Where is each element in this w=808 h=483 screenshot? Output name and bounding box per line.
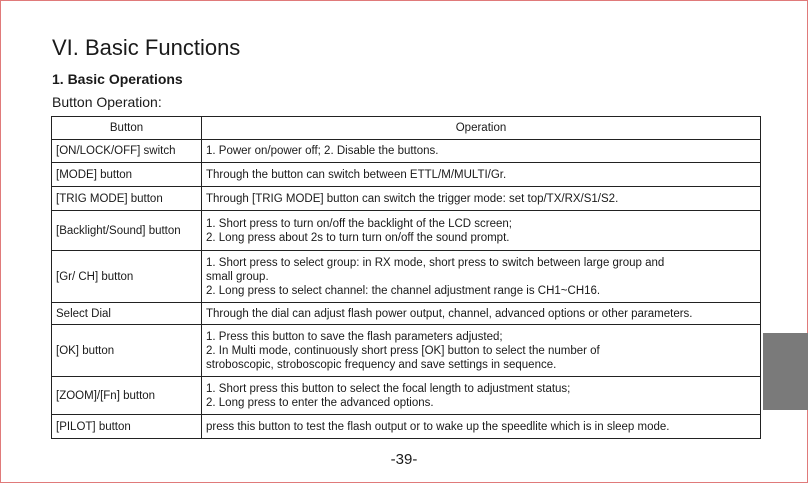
operation-line: Through [TRIG MODE] button can switch the trigger mode: set top/TX/RX/S1/S2. bbox=[206, 192, 619, 205]
header-button: Button bbox=[52, 117, 202, 140]
page-number: -39- bbox=[390, 451, 418, 468]
table-caption: Button Operation: bbox=[52, 94, 162, 110]
table-row bbox=[52, 251, 761, 303]
section-title: VI. Basic Functions bbox=[52, 35, 241, 60]
operation-line: press this button to test the flash output or to wake up the speedlite which is in sleep mode. bbox=[206, 420, 670, 433]
operation-line: small group. bbox=[206, 270, 269, 283]
operation-line: 2. Long press to enter the advanced options. bbox=[206, 396, 434, 409]
operation-cell bbox=[202, 187, 761, 211]
button-cell: [OK] button bbox=[52, 325, 202, 377]
side-tab-marker bbox=[763, 333, 808, 410]
operation-line: Through the button can switch between ETTL/M/MULTI/Gr. bbox=[206, 168, 507, 181]
operation-cell bbox=[202, 377, 761, 415]
button-cell: [Gr/ CH] button bbox=[52, 251, 202, 303]
table-row bbox=[52, 187, 761, 211]
operation-line: stroboscopic, stroboscopic frequency and save settings in sequence. bbox=[206, 358, 557, 371]
operation-line: 1. Short press this button to select the focal length to adjustment status; bbox=[206, 382, 571, 395]
header-operation: Operation bbox=[202, 117, 761, 140]
operation-cell bbox=[202, 415, 761, 439]
table-row bbox=[52, 211, 761, 251]
operation-line: Through the dial can adjust flash power output, channel, advanced options or other parameters. bbox=[206, 307, 693, 320]
operation-cell bbox=[202, 303, 761, 325]
operation-line: 1. Short press to select group: in RX mode, short press to switch between large group and bbox=[206, 256, 665, 269]
operation-cell bbox=[202, 140, 761, 163]
button-cell: [PILOT] button bbox=[52, 415, 202, 439]
table-row bbox=[52, 325, 761, 377]
operation-line: 1. Power on/power off; 2. Disable the buttons. bbox=[206, 145, 439, 157]
button-cell: [ON/LOCK/OFF] switch bbox=[52, 140, 202, 163]
button-cell: [Backlight/Sound] button bbox=[52, 211, 202, 251]
operation-cell bbox=[202, 251, 761, 303]
button-cell: [MODE] button bbox=[52, 163, 202, 187]
operation-line: 2. Long press about 2s to turn turn on/off the sound prompt. bbox=[206, 231, 510, 244]
button-operations-table bbox=[51, 116, 761, 439]
table-header-row bbox=[52, 117, 761, 140]
button-cell: Select Dial bbox=[52, 303, 202, 325]
operation-line: 2. Long press to select channel: the channel adjustment range is CH1~CH16. bbox=[206, 284, 601, 297]
table-row bbox=[52, 163, 761, 187]
operation-line: 1. Press this button to save the flash parameters adjusted; bbox=[206, 330, 503, 343]
table-row bbox=[52, 303, 761, 325]
table-row bbox=[52, 415, 761, 439]
button-cell: [TRIG MODE] button bbox=[52, 187, 202, 211]
operation-cell bbox=[202, 163, 761, 187]
operation-line: 1. Short press to turn on/off the backlight of the LCD screen; bbox=[206, 217, 512, 230]
subsection-title: 1. Basic Operations bbox=[52, 71, 183, 87]
operation-cell bbox=[202, 325, 761, 377]
operation-line: 2. In Multi mode, continuously short press [OK] button to select the number of bbox=[206, 344, 600, 357]
button-cell: [ZOOM]/[Fn] button bbox=[52, 377, 202, 415]
table-row bbox=[52, 140, 761, 163]
table-row bbox=[52, 377, 761, 415]
operation-cell bbox=[202, 211, 761, 251]
